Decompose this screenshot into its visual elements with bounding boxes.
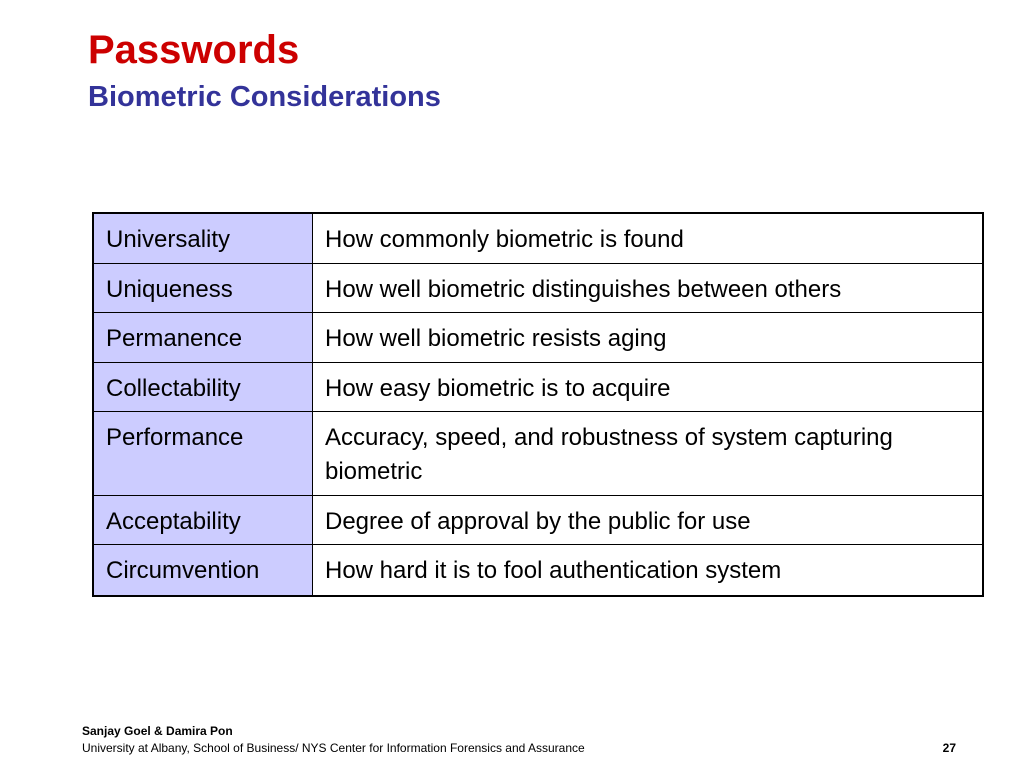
table-row	[94, 412, 982, 495]
table-row	[94, 214, 982, 263]
criterion-term: Performance	[94, 412, 313, 495]
criterion-description: Accuracy, speed, and robustness of system capturing biometric	[313, 412, 983, 495]
table-row	[94, 495, 982, 545]
criteria-table	[94, 214, 982, 595]
slide-subtitle: Biometric Considerations	[88, 81, 441, 113]
biometric-considerations-table	[92, 212, 984, 597]
footer-authors: Sanjay Goel & Damira Pon	[82, 724, 233, 738]
criterion-description: Degree of approval by the public for use	[313, 495, 983, 545]
table-row	[94, 362, 982, 412]
criterion-term: Collectability	[94, 362, 313, 412]
criterion-description: How well biometric resists aging	[313, 313, 983, 363]
table-row	[94, 545, 982, 595]
table-row	[94, 313, 982, 363]
criterion-term: Permanence	[94, 313, 313, 363]
criterion-term: Acceptability	[94, 495, 313, 545]
page-number: 27	[942, 741, 956, 755]
criterion-description: How well biometric distinguishes between others	[313, 263, 983, 313]
criterion-term: Uniqueness	[94, 263, 313, 313]
criterion-description: How commonly biometric is found	[313, 214, 983, 263]
criterion-description: How easy biometric is to acquire	[313, 362, 983, 412]
criterion-term: Circumvention	[94, 545, 313, 595]
slide-title: Passwords	[88, 28, 300, 72]
criterion-description: How hard it is to fool authentication system	[313, 545, 983, 595]
footer-affiliation: University at Albany, School of Business/ NYS Center for Information Forensics and Assurance	[82, 741, 585, 755]
table-row	[94, 263, 982, 313]
criterion-term: Universality	[94, 214, 313, 263]
